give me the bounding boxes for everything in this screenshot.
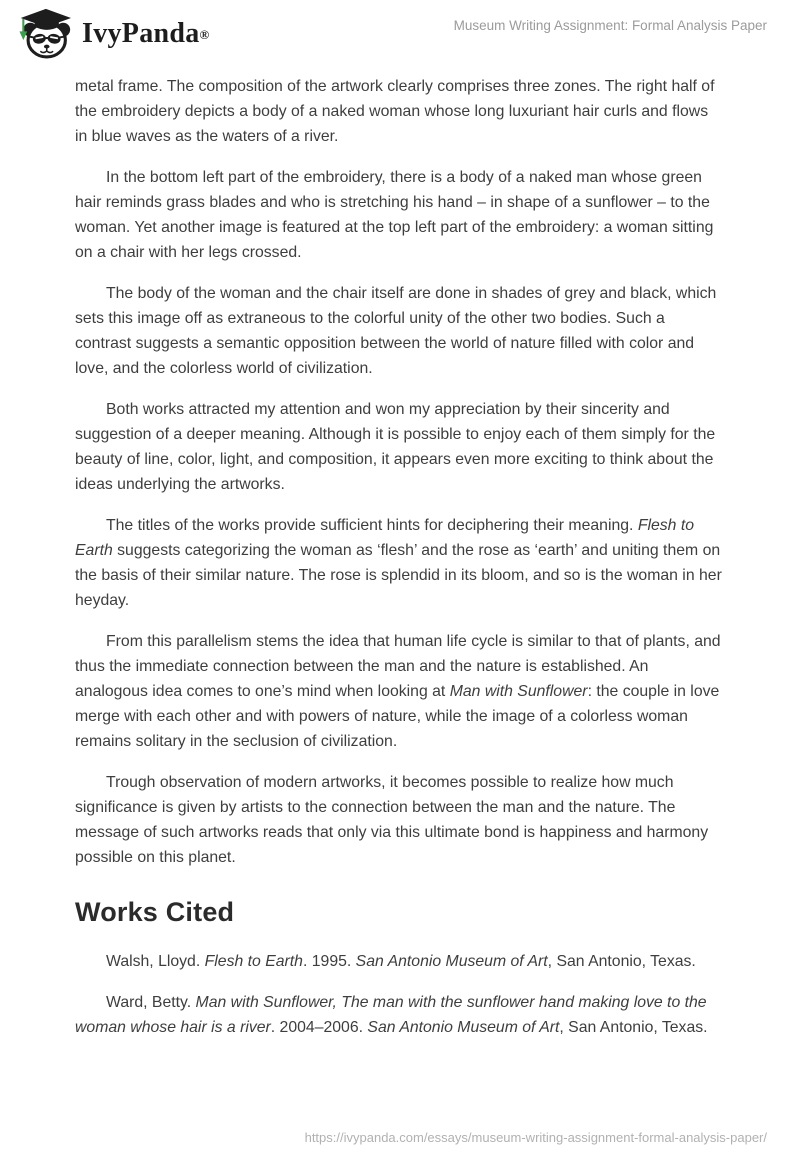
citation-2: Ward, Betty. Man with Sunflower, The man with the sunflower hand making love to the woman whose hair is a river. 2004–2006. San Antonio Museum of Art, San Antonio, Texas. bbox=[75, 994, 708, 1036]
document-title: Museum Writing Assignment: Formal Analysis Paper bbox=[453, 18, 767, 33]
page-footer bbox=[305, 1130, 767, 1145]
paragraph-2: In the bottom left part of the embroidery, there is a body of a naked man whose green hair reminds grass blades and who is stretching his hand – in shape of a sunflower – to the woman. Yet another image is featured at the top left part of the embroidery: a woman sitting on a chair with her legs crossed. bbox=[75, 169, 714, 261]
brand-name: IvyPanda bbox=[82, 18, 200, 49]
paragraph-5: The titles of the works provide sufficient hints for deciphering their meaning. Flesh to Earth suggests categorizing the woman as ‘flesh’ and the rose as ‘earth’ and uniting them on the basis of their similar nature. The rose is splendid in its bloom, and so is the woman in her heyday. bbox=[75, 517, 722, 609]
brand bbox=[16, 8, 209, 60]
paragraph-6: From this parallelism stems the idea that human life cycle is similar to that of plants, and thus the immediate connection between the man and the nature is established. An analogous idea comes to one’s mind when looking at Man with Sunflower: the couple in love merge with each other and with powers of nature, while the image of a colorless woman remains solitary in the seclusion of civilization. bbox=[75, 633, 721, 750]
citation-1: Walsh, Lloyd. Flesh to Earth. 1995. San Antonio Museum of Art, San Antonio, Texas. bbox=[106, 953, 696, 970]
paragraph-7: Trough observation of modern artworks, it becomes possible to realize how much significance is given by artists to the connection between the man and the nature. The message of such artworks reads that only via this ultimate bond is happiness and harmony possible on this planet. bbox=[75, 774, 709, 866]
panda-graduate-icon bbox=[16, 8, 74, 60]
source-url: https://ivypanda.com/essays/museum-writing-assignment-formal-analysis-paper/ bbox=[304, 1130, 767, 1145]
paragraph-4: Both works attracted my attention and won my appreciation by their sincerity and suggestion of a deeper meaning. Although it is possible to enjoy each of them simply for the beauty of line, color, light, and composition, it appears even more exciting to think about the ideas underlying the artworks. bbox=[75, 401, 716, 493]
paragraph-3: The body of the woman and the chair itself are done in shades of grey and black, which sets this image off as extraneous to the colorful unity of the other two bodies. Such a contrast suggests a semantic opposition between the world of nature filled with color and love, and the colorless world of civilization. bbox=[75, 285, 717, 377]
works-cited-heading: Works Cited bbox=[75, 897, 235, 927]
page-header bbox=[0, 0, 800, 60]
registered-mark: ® bbox=[199, 26, 210, 42]
paragraph-1: metal frame. The composition of the artwork clearly comprises three zones. The right half of the embroidery depicts a body of a naked woman whose long luxuriant hair curls and flows in blue waves as the waters of a river. bbox=[75, 78, 715, 145]
essay-body bbox=[75, 74, 723, 1040]
